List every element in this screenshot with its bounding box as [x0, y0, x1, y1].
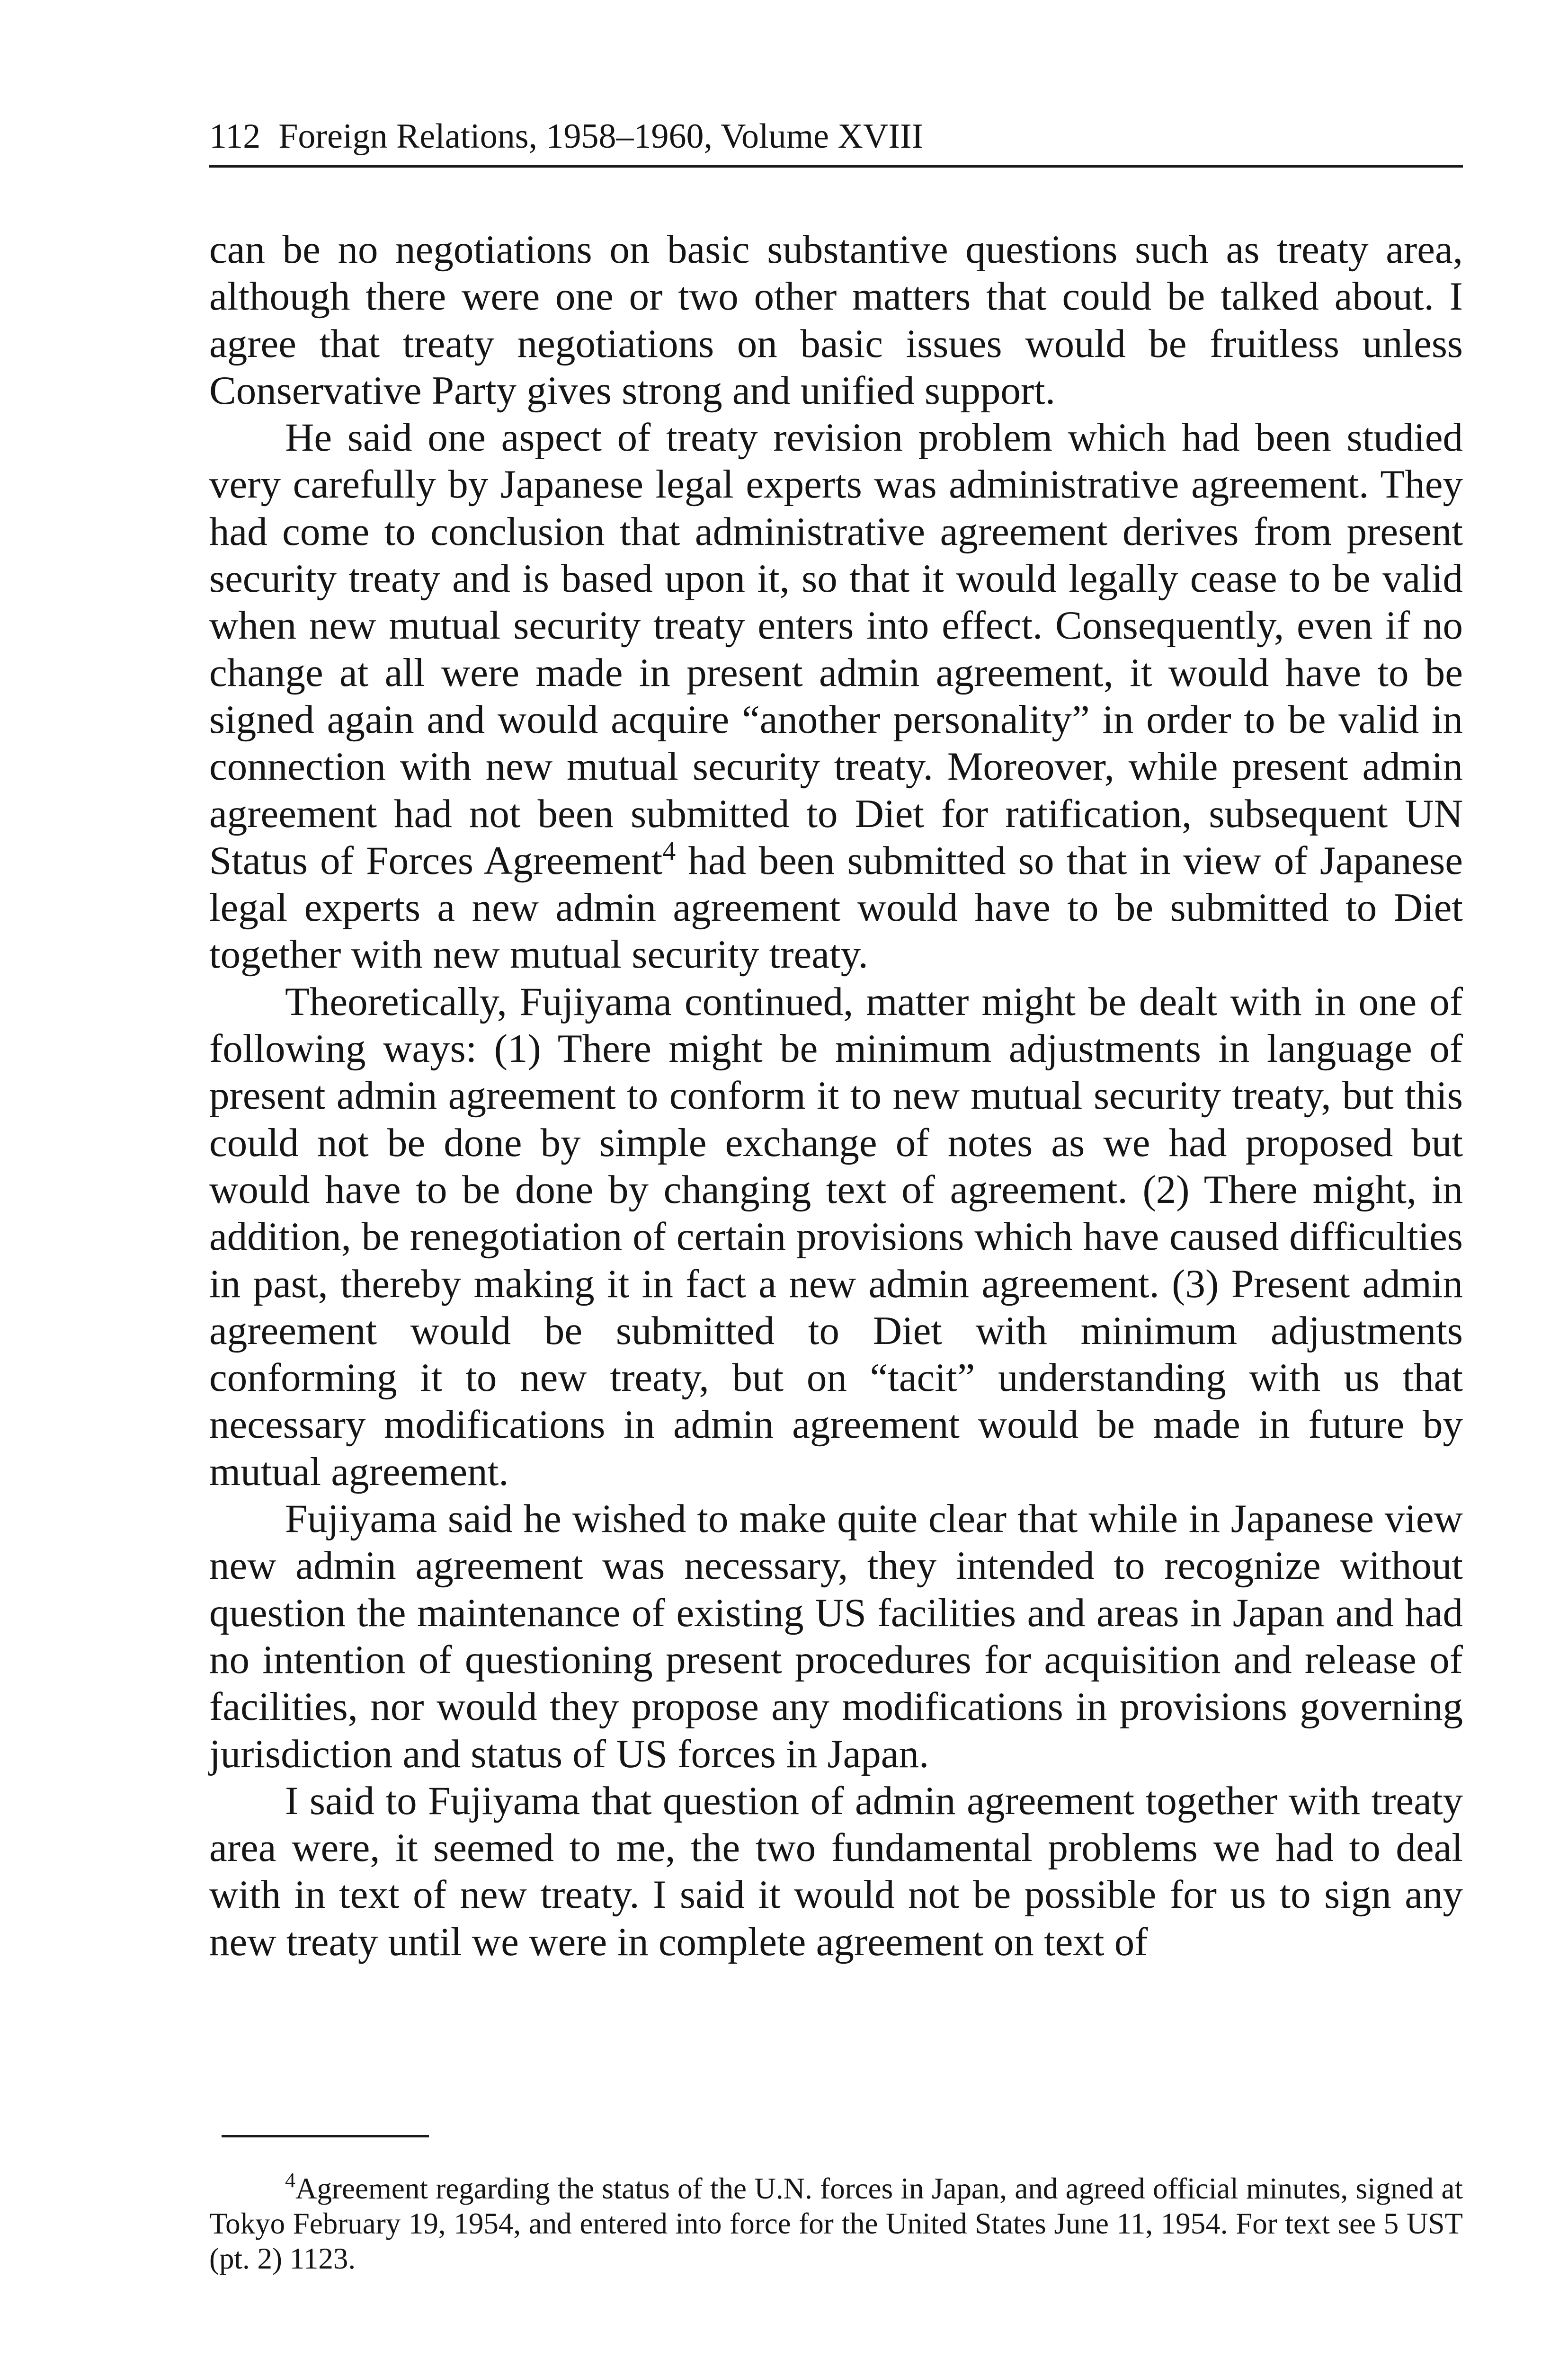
page-number: 112 [209, 117, 261, 156]
paragraph-administrative-agreement [209, 414, 1463, 979]
running-header [209, 113, 1463, 168]
volume-title: Foreign Relations, 1958–1960, Volume XVIII [278, 117, 924, 156]
footnote-reference: 4 [662, 836, 676, 866]
paragraph-reply: I said to Fujiyama that question of admin agreement together with treaty area were, it seemed to me, the two fundamental problems we had to deal with in text of new treaty. I said it would not be possible for us to sign any new treaty until we were in complete agreement on text of [209, 1778, 1463, 1964]
body-text [209, 226, 1463, 1966]
paragraph-text: He said one aspect of treaty revision problem which had been studied very carefully by Japanese legal experts was administrative agreement. They had come to conclusion that administrative agreement derives from present security treaty and is based upon it, so that it would legally cease to be valid when new mutual security treaty enters into effect. Consequently, even if no change at all were made in present admin agreement, it would have to be signed again and would acquire “another personality” in order to be valid in connection with new mutual security treaty. Moreover, while present admin agreement had not been submitted to Diet for ratification, subsequent UN Status of Forces Agreement [209, 415, 1463, 883]
paragraph-options: Theoretically, Fujiyama continued, matter might be dealt with in one of following ways: (1) There might be minimum adjustments in language of present admin agreement to conform it to new mutual security treaty, but this could not be done by simple exchange of notes as we had proposed but would have to be done by changing text of agreement. (2) There might, in addition, be renegotiation of certain provisions which have caused difficulties in past, thereby making it in fact a new admin agreement. (3) Present admin agreement would be submitted to Diet with minimum adjustments conforming it to new treaty, but on “tacit” understanding with us that necessary modifications in admin agreement would be made in future by mutual agreement. [209, 979, 1463, 1494]
paragraph-text: had been submitted so that in view of Japanese legal experts a new admin agreement would have to be submitted to Diet together with new mutual security treaty. [209, 838, 1463, 977]
footnote-text: Agreement regarding the status of the U.N. forces in Japan, and agreed official minutes, signed at Tokyo February 19, 1954, and entered into force for the United States June 11, 1954. For text see 5 UST (pt. 2) 1123. [209, 2172, 1463, 2275]
footnote-divider [222, 2135, 429, 2137]
footnote [209, 2171, 1463, 2276]
paragraph-fujiyama-clarification: Fujiyama said he wished to make quite clear that while in Japanese view new admin agreement was necessary, they intended to recognize without question the maintenance of existing US facilities and areas in Japan and had no intention of questioning present procedures for acquisition and release of facilities, nor would they propose any modifications in provisions governing jurisdiction and status of US forces in Japan. [209, 1496, 1463, 1776]
footnote-number: 4 [285, 2169, 295, 2192]
paragraph-continued: can be no negotiations on basic substantive questions such as treaty area, although there were one or two other matters that could be talked about. I agree that treaty negotiations on basic issues would be fruitless unless Conservative Party gives strong and unified support. [209, 227, 1463, 413]
